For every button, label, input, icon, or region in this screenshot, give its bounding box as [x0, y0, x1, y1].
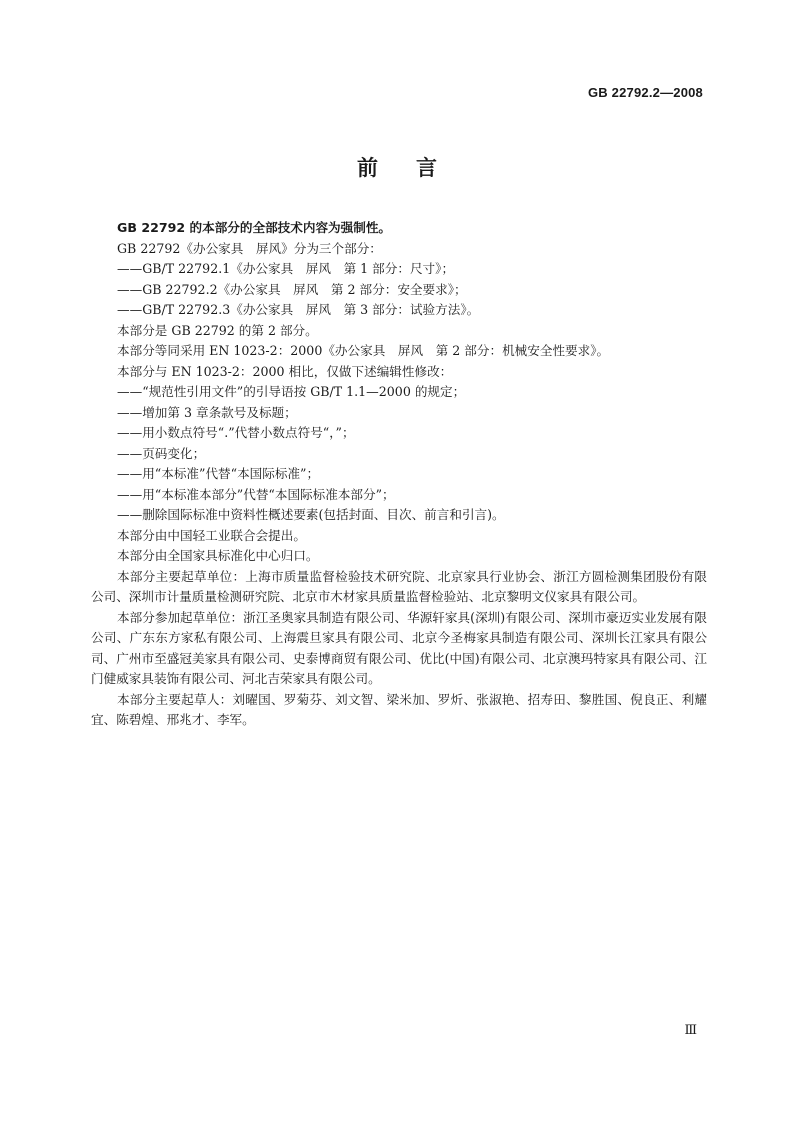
foreword-line: GB 22792《办公家具 屏风》分为三个部分： — [117, 240, 382, 256]
foreword-line: 本部分等同采用 EN 1023-2：2000《办公家具 屏风 第 2 部分：机械安全性要求》。 — [117, 343, 610, 358]
foreword-line: 本部分由中国轻工业联合会提出。 — [117, 527, 306, 543]
standard-code: GB 22792.2—2008 — [587, 85, 703, 100]
foreword-line: 本部分与 EN 1023-2：2000 相比，仅做下述编辑性修改： — [117, 363, 453, 379]
foreword-line: 本部分是 GB 22792 的第 2 部分。 — [117, 322, 318, 338]
foreword-body — [91, 218, 707, 731]
foreword-line: ——增加第 3 章条款号及标题； — [117, 404, 297, 420]
mandatory-statement: GB 22792 的本部分的全部技术内容为强制性。 — [117, 220, 392, 235]
drafting-units-paragraph: 本部分主要起草单位：上海市质量监督检验技术研究院、北京家具行业协会、浙江方圆检测集团股份有限公司、深圳市计量质量检测研究院、北京市木材家具质量监督检验站、北京黎明文仪家具有限公司。 — [91, 568, 707, 604]
page-title: 前言 — [357, 156, 475, 180]
foreword-line: 本部分由全国家具标准化中心归口。 — [117, 548, 319, 563]
foreword-line: ——用“本标准”代替“本国际标准”； — [117, 466, 320, 481]
participating-units-paragraph: 本部分参加起草单位：浙江圣奥家具制造有限公司、华源轩家具(深圳)有限公司、深圳市豪迈实业发展有限公司、广东东方家私有限公司、上海震旦家具有限公司、北京今圣梅家具制造有限公司、深圳长江家具有限公司、广州市至盛冠美家具有限公司、史泰博商贸有限公司、优比(中国)有限公司、北京澳玛特家具有限公司、江门健威家具装饰有限公司、河北吉荣家具有限公司。 — [91, 609, 707, 686]
foreword-line: ——GB/T 22792.1《办公家具 屏风 第 1 部分：尺寸》； — [117, 261, 455, 276]
page-number: Ⅲ — [684, 1022, 697, 1037]
drafters-paragraph: 本部分主要起草人：刘曜国、罗菊芬、刘文智、梁米加、罗炘、张淑艳、招寿田、黎胜国、倪良正、利耀宜、陈碧煌、邢兆才、李军。 — [91, 691, 707, 727]
foreword-line: ——“规范性引用文件”的引导语按 GB/T 1.1—2000 的规定； — [117, 384, 466, 399]
foreword-line: ——页码变化； — [117, 445, 206, 461]
foreword-line: ——GB/T 22792.3《办公家具 屏风 第 3 部分：试验方法》。 — [117, 302, 480, 317]
foreword-line: ——用“本标准本部分”代替“本国际标准本部分”； — [117, 486, 395, 502]
foreword-line: ——用小数点符号“.”代替小数点符号“，”； — [117, 425, 355, 440]
foreword-line: ——删除国际标准中资料性概述要素(包括封面、目次、前言和引言)。 — [117, 507, 505, 522]
foreword-line: ——GB 22792.2《办公家具 屏风 第 2 部分：安全要求》； — [117, 281, 467, 297]
